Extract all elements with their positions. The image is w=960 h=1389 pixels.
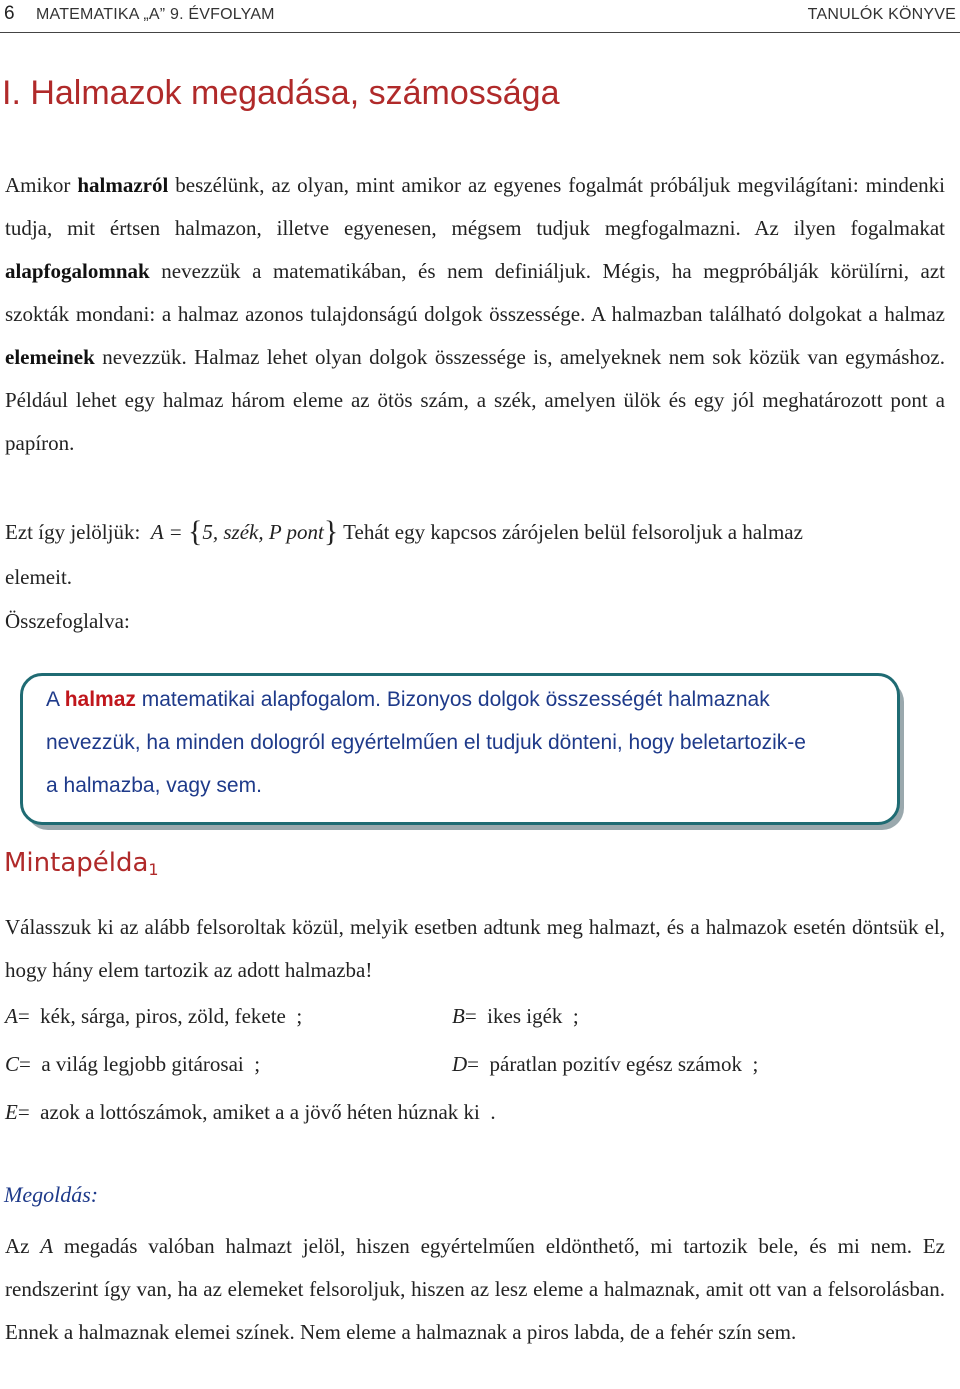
set-e xyxy=(5,1091,496,1134)
intro-text-2: beszélünk, az olyan, mint amikor az egyenes fogalmát próbáljuk megvilágítani: mindenki tudja, mit értsen halmazon, illetve egyenesen, mégsem tudjuk megfogalmazni. Az ilyen fogalmakat xyxy=(5,173,946,240)
set-a-eq: = xyxy=(17,1004,30,1028)
set-e-body: azok a lottószámok, amiket a a jövő héten húznak ki xyxy=(40,1100,480,1124)
set-c-end: ; xyxy=(254,1052,261,1076)
chapter-title: I. Halmazok megadása, számossága xyxy=(2,74,560,112)
open-brace: { xyxy=(187,515,203,548)
definition-post: matematikai alapfogalom. Bizonyos dolgok összességét halmaznak nevezzük, ha minden dologról egyértelműen el tudjuk dönteni, hogy beletartozik-e a halmazba, vagy sem. xyxy=(46,688,806,797)
solution-text-1: Az xyxy=(5,1234,41,1258)
notation-math-body: 5, szék, P pont xyxy=(202,520,324,544)
solution-title: Megoldás: xyxy=(4,1182,99,1207)
definition-term: halmaz xyxy=(64,688,136,711)
header-right-text: TANULÓK KÖNYVE xyxy=(807,6,956,23)
set-d-end: ; xyxy=(752,1052,759,1076)
notation-math-lhs: A = xyxy=(150,520,183,544)
solution-var: A xyxy=(40,1234,54,1258)
solution-paragraph xyxy=(5,1225,945,1354)
intro-text-3: nevezzük a matematikában, és nem definiáljuk. Mégis, ha megpróbálják körülírni, azt szokták mondani: a halmaz azonos tulajdonságú dolgok összessége. A halmazban található dolgokat a halmaz xyxy=(5,259,945,326)
set-c-eq: = xyxy=(19,1052,31,1076)
notation-prefix: Ezt így jelöljük: xyxy=(5,520,141,544)
set-d xyxy=(452,1043,758,1086)
example-task: Válasszuk ki az alább felsoroltak közül, melyik esetben adtunk meg halmazt, és a halmazok esetén döntsük el, hogy hány elem tartozik az adott halmazba! xyxy=(5,915,945,982)
set-c-name: C xyxy=(5,1052,20,1076)
example-title: Mintapélda xyxy=(4,848,149,878)
set-c xyxy=(5,1043,260,1086)
close-brace: } xyxy=(323,515,339,548)
set-a xyxy=(5,995,302,1038)
summary-label: Összefoglalva: xyxy=(5,609,130,633)
set-d-eq: = xyxy=(467,1052,480,1076)
set-a-end: ; xyxy=(296,1004,303,1028)
set-d-name: D xyxy=(452,1052,468,1076)
term-halmazrol: halmazról xyxy=(77,173,169,197)
set-b-eq: = xyxy=(464,1004,477,1028)
set-b-end: ; xyxy=(572,1004,579,1028)
term-alapfogalomnak: alapfogalomnak xyxy=(5,259,150,283)
notation-suffix: Tehát egy kapcsos zárójelen belül felsoroljuk a halmaz xyxy=(343,520,803,544)
set-a-body: kék, sárga, piros, zöld, fekete xyxy=(40,1004,286,1028)
set-b-body: ikes igék xyxy=(487,1004,563,1028)
definition-pre: A xyxy=(46,688,65,711)
set-c-body: a világ legjobb gitárosai xyxy=(41,1052,244,1076)
set-e-eq: = xyxy=(17,1100,30,1124)
set-d-body: páratlan pozitív egész számok xyxy=(489,1052,742,1076)
header-rule xyxy=(0,32,960,33)
page-number: 6 xyxy=(4,3,15,24)
intro-text-1: Amikor xyxy=(5,173,78,197)
header-left-text: MATEMATIKA „A” 9. ÉVFOLYAM xyxy=(36,6,275,23)
notation-continuation: elemeit. xyxy=(5,565,73,589)
term-elemeinek: elemeinek xyxy=(5,345,95,369)
set-e-end: . xyxy=(490,1100,496,1124)
intro-text-4: nevezzük. Halmaz lehet olyan dolgok összessége is, amelyeknek nem sok közük van egymáshoz. Például lehet egy halmaz három eleme az ötös szám, a szék, amelyen ülök és egy jól meghatározott pont a papíron. xyxy=(5,345,945,455)
set-b xyxy=(452,995,579,1038)
solution-text-2: megadás valóban halmazt jelöl, hiszen egyértelműen eldönthető, mi tartozik bele, és mi nem. Ez rendszerint így van, ha az elemeket felsoroljuk, hiszen az lesz eleme a halmaznak, amit ott van a felsorolásban. Ennek a halmaznak elemei színek. Nem eleme a halmaznak a piros labda, de a fehér szín sem. xyxy=(5,1234,945,1344)
notation-line xyxy=(5,508,803,554)
set-e-name: E xyxy=(5,1100,18,1124)
running-header xyxy=(0,0,960,34)
intro-paragraph xyxy=(5,164,945,465)
definition-text xyxy=(46,678,806,807)
example-index: 1 xyxy=(148,860,159,879)
set-a-name: A xyxy=(5,1004,18,1028)
example-heading xyxy=(4,848,159,879)
set-b-name: B xyxy=(452,1004,465,1028)
